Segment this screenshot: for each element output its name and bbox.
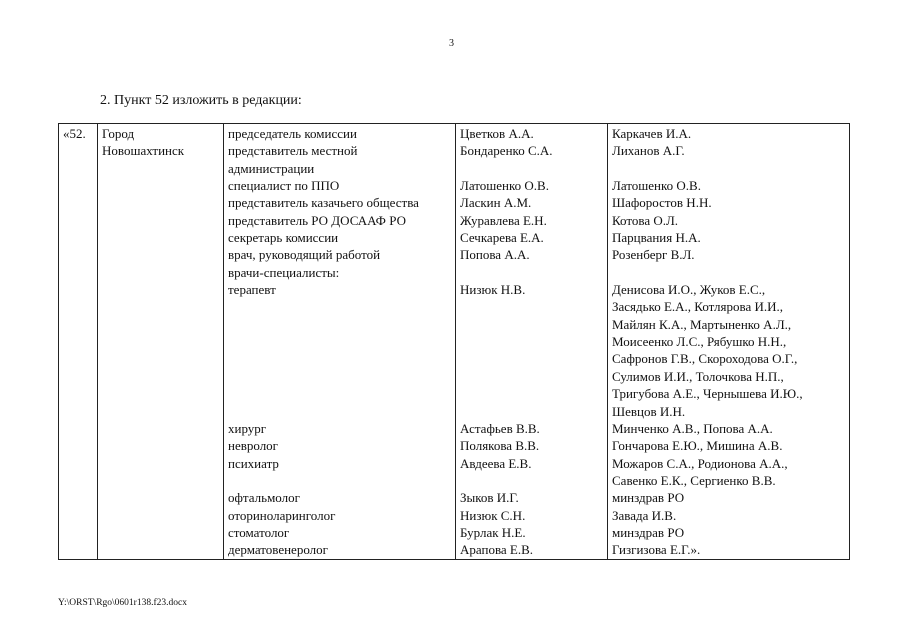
- member-line: Низюк С.Н.: [460, 507, 526, 523]
- role-line: представитель казачьего общества: [228, 195, 419, 211]
- reserve-line: [612, 160, 847, 177]
- commission-table: [58, 123, 850, 560]
- member-line: Латошенко О.В.: [460, 178, 549, 194]
- member-line: Бурлак Н.Е.: [460, 524, 526, 540]
- member-line: [460, 350, 605, 367]
- roles-cell: [224, 124, 456, 560]
- role-line: [228, 368, 453, 385]
- reserve-line: Шафоростов Н.Н.: [612, 195, 712, 211]
- member-line: Ласкин А.М.: [460, 195, 532, 211]
- reserve-line: Сулимов И.И., Толочкова Н.П.,: [612, 368, 784, 384]
- member-line: [460, 298, 605, 315]
- role-line: представитель местной: [228, 143, 358, 159]
- role-line: [228, 316, 453, 333]
- member-line: [460, 385, 605, 402]
- reserve-line: Шевцов И.Н.: [612, 403, 686, 419]
- city-line: Город: [102, 126, 135, 141]
- item-number-cell: [59, 124, 98, 560]
- member-line: Бондаренко С.А.: [460, 143, 553, 159]
- role-line: [228, 403, 453, 420]
- member-line: [460, 264, 605, 281]
- member-line: Авдеева Е.В.: [460, 455, 532, 471]
- member-line: Попова А.А.: [460, 247, 530, 263]
- table-row: [59, 124, 850, 560]
- member-line: Журавлева Е.Н.: [460, 212, 547, 228]
- member-line: Цветков А.А.: [460, 126, 534, 141]
- role-line: администрации: [228, 160, 315, 176]
- city-line: Новошахтинск: [102, 143, 185, 159]
- role-line: [228, 350, 453, 367]
- member-line: Астафьев В.В.: [460, 420, 540, 436]
- member-line: [460, 472, 605, 489]
- reserve-line: Латошенко О.В.: [612, 178, 701, 194]
- role-line: офтальмолог: [228, 490, 300, 506]
- reserve-line: Гизгизова Е.Г.».: [612, 542, 701, 558]
- reserve-line: минздрав РО: [612, 490, 685, 506]
- role-line: врачи-специалисты:: [228, 264, 340, 280]
- reserve-line: Савенко Е.К., Сергиенко В.В.: [612, 472, 776, 488]
- reserves-cell: [608, 124, 850, 560]
- role-line: специалист по ППО: [228, 178, 340, 194]
- members-cell: [456, 124, 608, 560]
- reserve-line: Лиханов А.Г.: [612, 143, 685, 159]
- role-line: [228, 385, 453, 402]
- reserve-line: Майлян К.А., Мартыненко А.Л.,: [612, 316, 792, 332]
- reserve-line: Можаров С.А., Родионова А.А.,: [612, 455, 788, 471]
- role-line: стоматолог: [228, 524, 290, 540]
- member-line: [460, 316, 605, 333]
- role-line: терапевт: [228, 282, 276, 298]
- role-line: невролог: [228, 438, 279, 454]
- member-line: Зыков И.Г.: [460, 490, 519, 506]
- role-line: оториноларинголог: [228, 507, 336, 523]
- reserve-line: Гончарова Е.Ю., Мишина А.В.: [612, 438, 783, 454]
- file-path-footer: Y:\ORST\Rgo\0601r138.f23.docx: [58, 598, 187, 608]
- intro-paragraph: 2. Пункт 52 изложить в редакции:: [100, 93, 302, 108]
- member-line: Полякова В.В.: [460, 438, 540, 454]
- item-number: «52.: [63, 126, 86, 141]
- reserve-line: Засядько Е.А., Котлярова И.И.,: [612, 299, 783, 315]
- member-line: [460, 368, 605, 385]
- member-line: [460, 403, 605, 420]
- role-line: психиатр: [228, 455, 279, 471]
- reserve-line: Каркачев И.А.: [612, 126, 692, 141]
- reserve-line: Розенберг В.Л.: [612, 247, 695, 263]
- role-line: секретарь комиссии: [228, 230, 339, 246]
- reserve-line: минздрав РО: [612, 524, 685, 540]
- role-line: дерматовенеролог: [228, 542, 328, 558]
- reserve-line: Денисова И.О., Жуков Е.С.,: [612, 282, 766, 298]
- reserve-line: Тригубова А.Е., Чернышева И.Ю.,: [612, 386, 803, 402]
- reserve-line: Моисеенко Л.С., Рябушко Н.Н.,: [612, 334, 787, 350]
- reserve-line: Парцвания Н.А.: [612, 230, 701, 246]
- reserve-line: Сафронов Г.В., Скороходова О.Г.,: [612, 351, 798, 367]
- city-cell: [98, 124, 224, 560]
- role-line: [228, 298, 453, 315]
- member-line: [460, 333, 605, 350]
- role-line: представитель РО ДОСААФ РО: [228, 212, 406, 228]
- reserve-line: [612, 264, 847, 281]
- role-line: председатель комиссии: [228, 126, 357, 141]
- role-line: хирург: [228, 420, 267, 436]
- page-number: 3: [449, 38, 454, 49]
- reserve-line: Котова О.Л.: [612, 212, 679, 228]
- reserve-line: Минченко А.В., Попова А.А.: [612, 420, 773, 436]
- member-line: Низюк Н.В.: [460, 282, 526, 298]
- role-line: [228, 472, 453, 489]
- member-line: [460, 160, 605, 177]
- member-line: Сечкарева Е.А.: [460, 230, 544, 246]
- reserve-line: Завада И.В.: [612, 507, 677, 523]
- role-line: [228, 333, 453, 350]
- role-line: врач, руководящий работой: [228, 247, 381, 263]
- member-line: Арапова Е.В.: [460, 542, 534, 558]
